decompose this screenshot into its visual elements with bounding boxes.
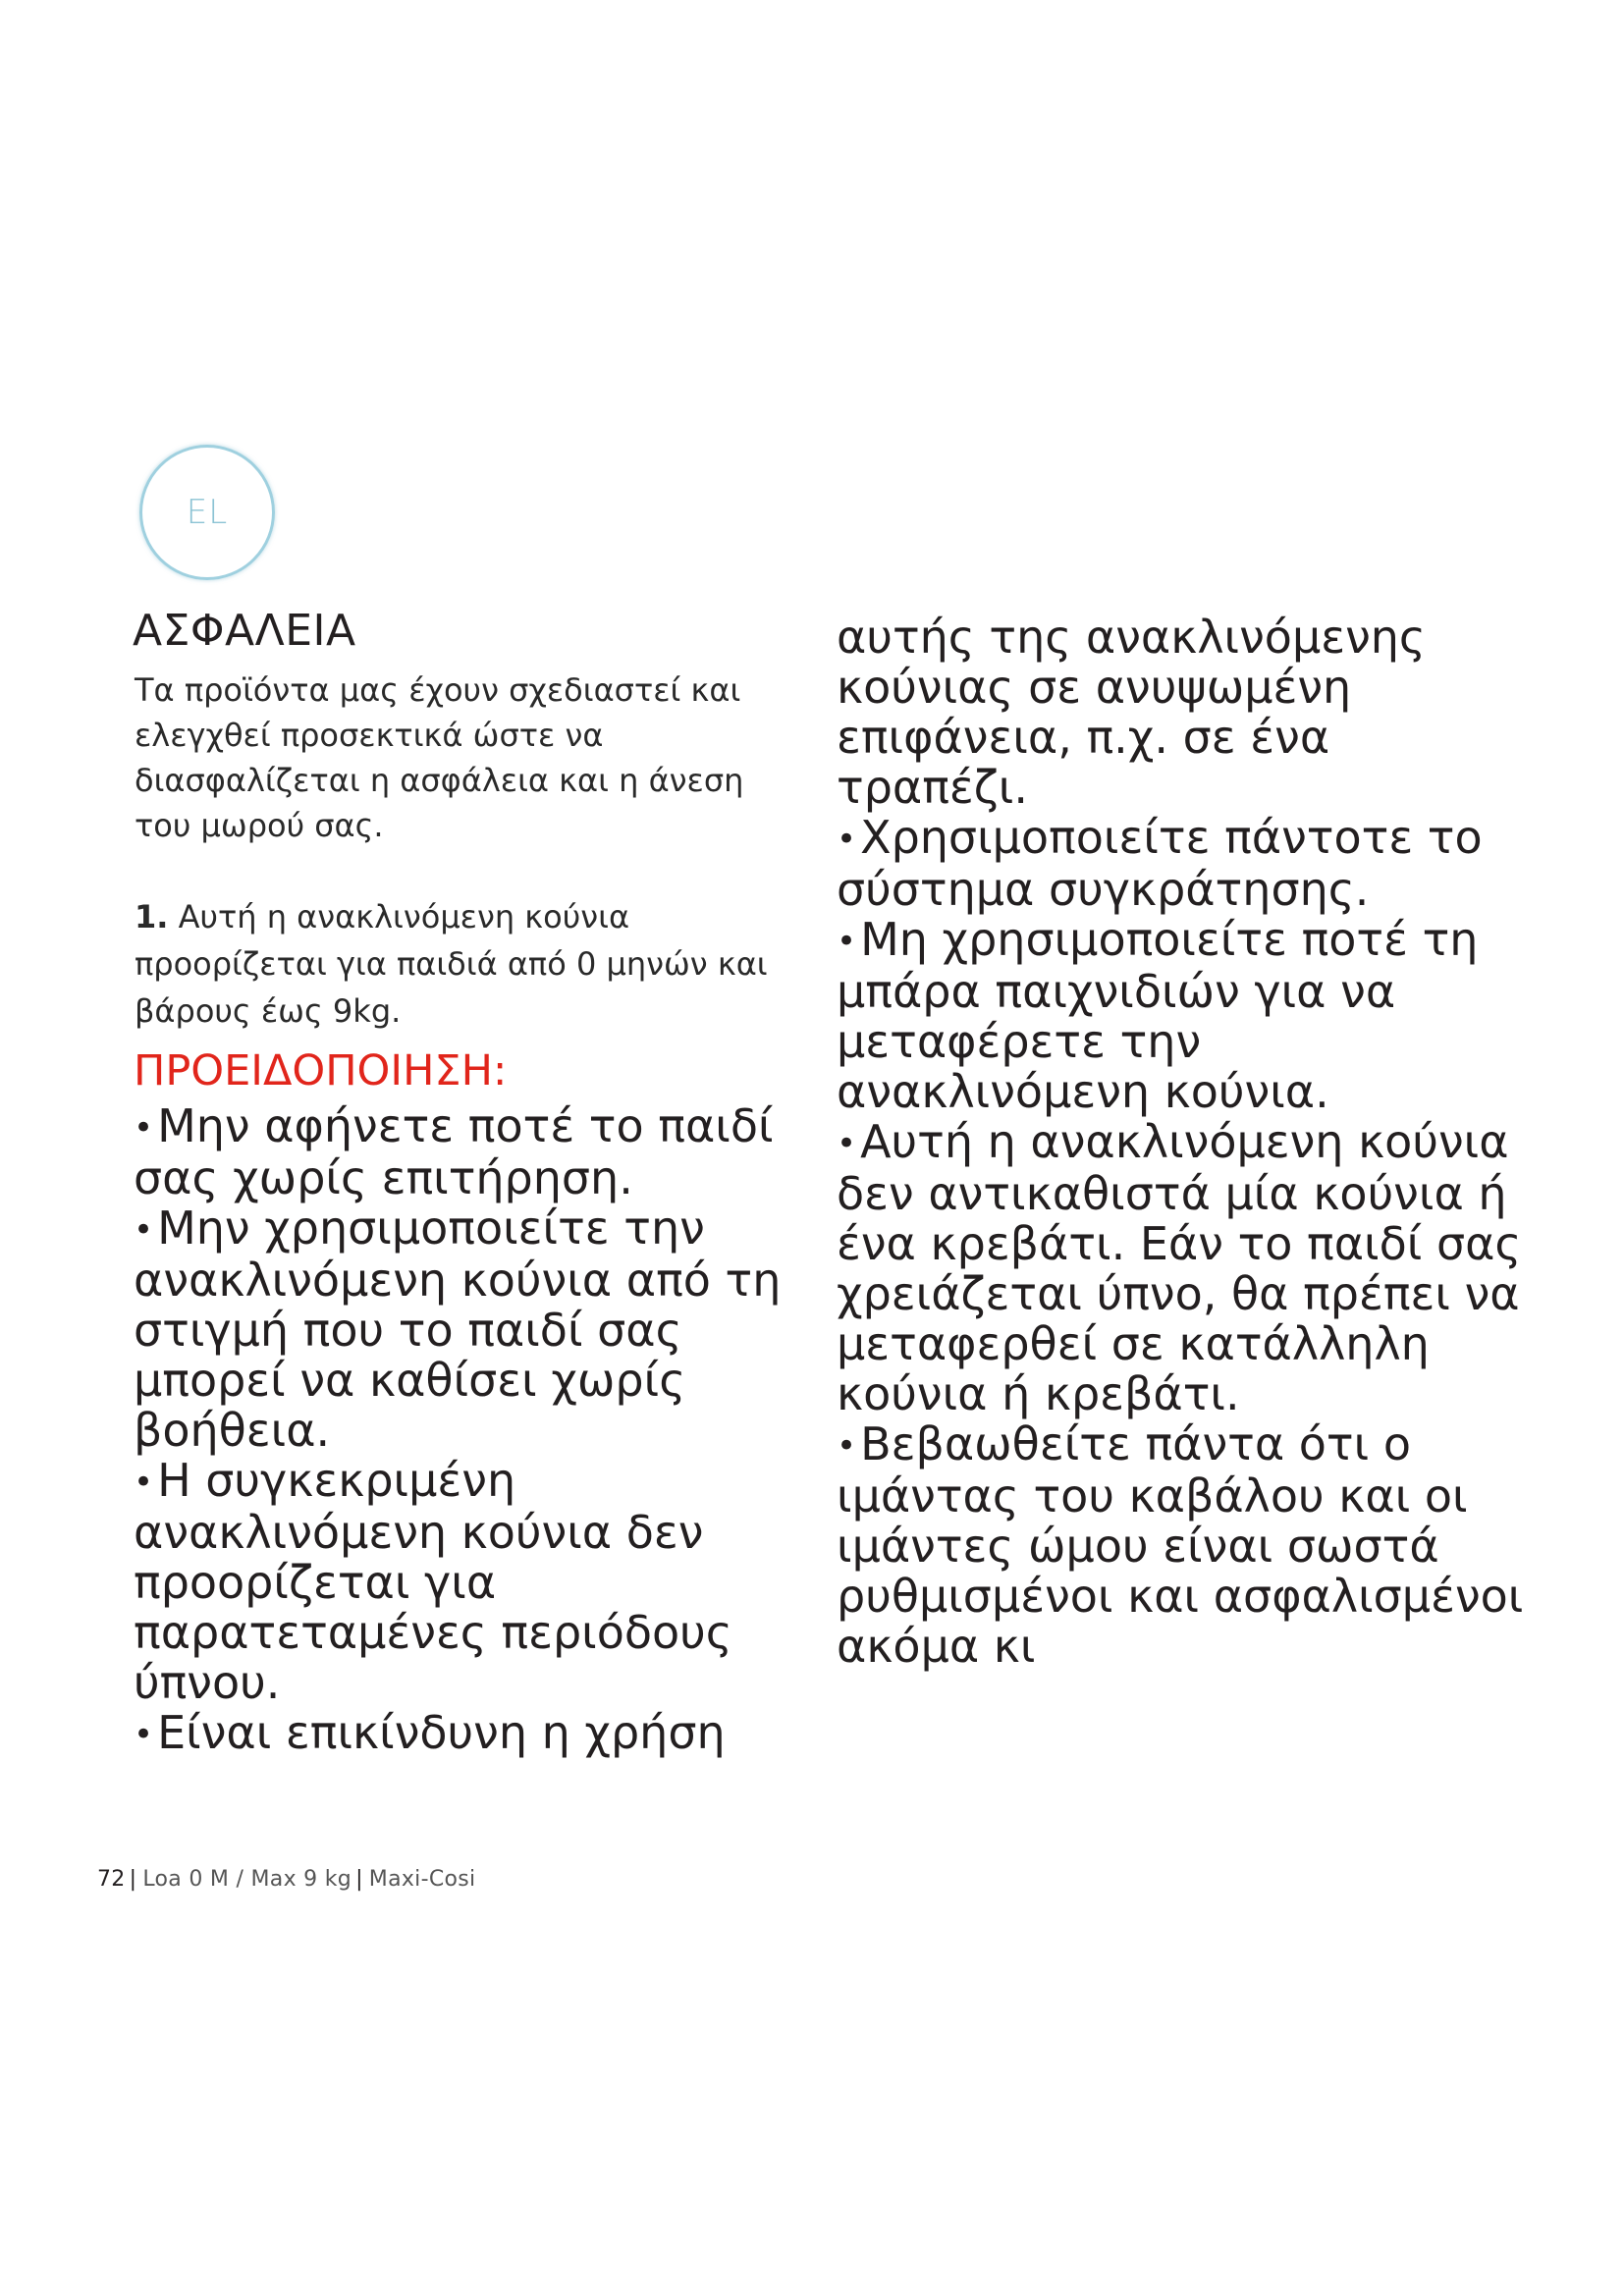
- warning-list-left: [134, 1101, 811, 1760]
- bullet-icon: •: [837, 1426, 857, 1466]
- footer-divider: |: [129, 1867, 137, 1892]
- warning-item: [134, 1708, 811, 1760]
- warning-text: Μην αφήνετε ποτέ το παιδί σας χωρίς επιτήρηση.: [134, 1099, 774, 1204]
- bullet-icon: •: [837, 820, 857, 859]
- warning-title: ΠΡΟΕΙΔΟΠΟΙΗΣΗ:: [134, 1046, 508, 1095]
- language-badge: [139, 445, 275, 580]
- bullet-icon: •: [837, 1124, 857, 1163]
- item-text: Αυτή η ανακλινόμενη κούνια προορίζεται για παιδιά από 0 μηνών και βάρους έως 9kg.: [135, 898, 768, 1030]
- warning-text: Χρησιμοποιείτε πάντοτε το σύστημα συγκράτησης.: [837, 811, 1483, 916]
- warning-item: [837, 1419, 1524, 1672]
- bullet-icon: •: [134, 1715, 154, 1754]
- page-number: 72: [97, 1867, 126, 1892]
- warning-list-right: [837, 613, 1524, 1672]
- warning-item: [134, 1203, 811, 1456]
- warning-text: Είναι επικίνδυνη η χρήση: [157, 1706, 726, 1759]
- warning-text: Μην χρησιμοποιείτε την ανακλινόμενη κούνια από τη στιγμή που το παιδί σας μπορεί να καθίσει χωρίς βοήθεια.: [134, 1201, 782, 1457]
- warning-text: Μη χρησιμοποιείτε ποτέ τη μπάρα παιχνιδιών για να μεταφέρετε την ανακλινόμενη κούνια.: [837, 913, 1479, 1118]
- bullet-icon: •: [134, 1210, 154, 1250]
- warning-text: Βεβαωθείτε πάντα ότι ο ιμάντας του καβάλου και οι ιμάντες ώμου είναι σωστά ρυθμισμένοι και ασφαλισμένοι ακόμα κι: [837, 1417, 1524, 1673]
- warning-item: [837, 813, 1524, 915]
- safety-intro: Τα προϊόντα μας έχουν σχεδιαστεί και ελεγχθεί προσεκτικά ώστε να διασφαλίζεται η ασφάλεια και η άνεση του μωρού σας.: [135, 671, 744, 844]
- bullet-icon: •: [837, 922, 857, 961]
- warning-text: αυτής της ανακλινόμενης κούνιας σε ανυψωμένη επιφάνεια, π.χ. σε ένα τραπέζι.: [837, 611, 1426, 814]
- bullet-icon: •: [134, 1108, 154, 1148]
- safety-title: ΑΣΦΑΛΕΙΑ: [133, 606, 356, 656]
- warning-text: Η συγκεκριμένη ανακλινόμενη κούνια δεν προορίζεται για παρατεταμένες περιόδους ύπνου.: [134, 1454, 732, 1709]
- warning-item: [837, 1117, 1524, 1419]
- warning-text: Αυτή η ανακλινόμενη κούνια δεν αντικαθιστά μία κούνια ή ένα κρεβάτι. Εάν το παιδί σας χρειάζεται ύπνο, θα πρέπει να μεταφερθεί σε κατάλληλη κούνια ή κρεβάτι.: [837, 1115, 1522, 1420]
- safety-item-1: [135, 893, 802, 1035]
- warning-item: [134, 1101, 811, 1203]
- warning-item: [134, 1456, 811, 1708]
- warning-item: [837, 915, 1524, 1117]
- page-footer: [97, 1867, 475, 1892]
- footer-product: Loa 0 M / Max 9 kg: [142, 1867, 352, 1892]
- footer-divider: |: [355, 1867, 363, 1892]
- warning-continuation: [837, 613, 1524, 813]
- bullet-icon: •: [134, 1463, 154, 1502]
- language-code: EL: [186, 493, 229, 532]
- item-number: 1.: [135, 898, 169, 935]
- footer-brand: Maxi-Cosi: [368, 1867, 476, 1892]
